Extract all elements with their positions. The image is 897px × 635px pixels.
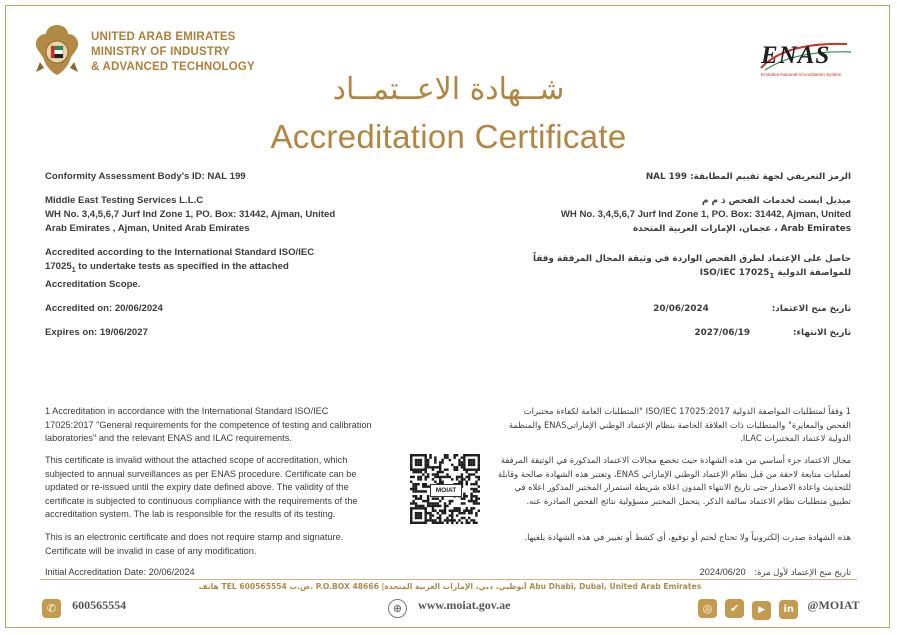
initial-accreditation-ar: تاريخ منح الإعتماد لأول مرة: 2024/06/20 bbox=[699, 567, 851, 577]
note-1-ar: 1 وفقاً لمتطلبات المواصفة الدولية ISO/IEC 17025:2017 "المتطلبات العامة لكفاءة مختبرات الفحص والمعايرة" والمتطلبات ذات العلاقة الخاصة بنظام الإعتماد الوطني الإماراتيENAS والمنظمة الدولية لاعتماد المختبرات ILAC. bbox=[508, 406, 851, 443]
cab-address-en-1: WH No. 3,4,5,6,7 Jurf Ind Zone 1, PO. Box: 31442, Ajman, United bbox=[45, 209, 336, 220]
note-1-en: 1 Accreditation in accordance with the International Standard ISO/IEC 17025:2017 "General requirements for the competence of testing and calibration laboratories" and the relevant ENAS and ILAC requirements. bbox=[45, 406, 372, 443]
cab-id-ar: الرمز التعريفي لجهة تقييم المطابقة: NAL 199 bbox=[645, 172, 851, 182]
expires-on-ar: تاريخ الانتهاء: 2027/06/19 bbox=[694, 328, 851, 338]
cab-address-ar-2: Arab Emirates ، عجمان، الإمارات العربية المتحدة bbox=[632, 224, 851, 234]
cab-address-ar-1: WH No. 3,4,5,6,7 Jurf Ind Zone 1, PO. Box: 31442, Ajman, United bbox=[560, 209, 851, 220]
footer-phone-number: 600565554 bbox=[72, 598, 127, 612]
ministry-line-1: UNITED ARAB EMIRATES bbox=[91, 31, 236, 43]
accredited-on-ar: تاريخ منح الاعتماد: 20/06/2024 bbox=[653, 304, 851, 314]
title-arabic: شــهادة الاعــتمــاد bbox=[332, 72, 565, 107]
accredited-statement-en bbox=[45, 246, 314, 292]
cab-name-ar: ميديل ايست لخدمات الفحص ذ م م bbox=[702, 196, 851, 206]
accredited-en-1: Accredited according to the International Standard ISO/IEC bbox=[45, 247, 315, 258]
cab-name-address-en bbox=[45, 194, 335, 236]
footer-address: هاتف TEL 600565554 ص.ب. P.O.BOX 48666 |أبوظبي، دبي، الإمارات العربية المتحدة Abu Dhabi, Dubai, United Arab Emirates bbox=[198, 582, 702, 591]
footer-separator bbox=[40, 579, 857, 580]
footer-website[interactable] bbox=[388, 597, 510, 618]
ministry-line-2: MINISTRY OF INDUSTRY bbox=[91, 46, 231, 58]
initial-accreditation-en: Initial Accreditation Date: 20/06/2024 bbox=[45, 567, 195, 577]
cab-name-address-ar bbox=[470, 194, 851, 236]
note-2-en: This certificate is invalid without the attached scope of accreditation, which subjected to annual surveillances as per ENAS procedure. Certificate can be updated or re-issued until the expiry date defined above. The validity of the certificate is subjected to continuous compliance with the requirements of the accreditation system. The lab is responsible for the results of its testing. bbox=[45, 455, 358, 519]
footer-social-handle[interactable]: @MOIAT bbox=[807, 598, 860, 612]
qr-center-label: MOIAT bbox=[430, 484, 462, 497]
cab-address-en-2: Arab Emirates , Ajman, United Arab Emirates bbox=[45, 223, 250, 234]
cab-name-en: Middle East Testing Services L.L.C bbox=[45, 195, 204, 206]
cab-id-en: Conformity Assessment Body’s ID: NAL 199 bbox=[45, 171, 246, 182]
globe-icon: ⊕ bbox=[388, 599, 407, 618]
accredited-en-2: $17025_1$ to undertake tests as specified in the attached bbox=[45, 261, 289, 274]
youtube-icon[interactable]: ▶ bbox=[752, 601, 771, 620]
title-english: Accreditation Certificate bbox=[270, 118, 627, 155]
phone-icon: ✆ bbox=[42, 599, 61, 618]
expires-on-en: Expires on: 19/06/2027 bbox=[45, 327, 148, 338]
qr-code[interactable] bbox=[410, 454, 480, 524]
footer-social bbox=[698, 597, 860, 620]
uae-emblem-icon bbox=[32, 22, 82, 78]
accredited-ar-1: حاصل على الإعتماد لطرق الفحص الواردة في وثيقة المجال المرفقة وفقاً bbox=[533, 254, 851, 264]
enas-logo-text: ENAS bbox=[761, 42, 831, 69]
accredited-ar-2: للمواصفة الدولية ISO/IEC $17025_1$ bbox=[699, 268, 851, 280]
accredited-on-en: Accredited on: 20/06/2024 bbox=[45, 303, 163, 314]
note-3-ar: هذه الشهادة صدرت إلكترونياً ولا تحتاج لختم أو توقيع، أي كشط أو تغيير في هذه الشهادة يلغيها. bbox=[524, 532, 851, 542]
note-3-en: This is an electronic certificate and does not require stamp and signature. Certificate will be invalid in case of any modification. bbox=[45, 532, 344, 556]
accredited-en-3: Accreditation Scope. bbox=[45, 278, 141, 290]
enas-logo-subtitle: Emirates National Accreditation System bbox=[761, 72, 842, 77]
accredited-statement-ar bbox=[470, 252, 851, 283]
footer-website-url: www.moiat.gov.ae bbox=[418, 598, 511, 612]
linkedin-icon[interactable]: in bbox=[779, 600, 798, 619]
ministry-line-3: & ADVANCED TECHNOLOGY bbox=[91, 61, 255, 73]
note-2-ar: مجال الاعتماد جزء أساسي من هذه الشهادة حيث تخضع مجالات الاعتماد المذكورة في الوثيقة المرفقة لعمليات متابعة لاحقة من قبل نظام الإعتماد الوطني الإماراتي ENAS، وتعتبر هذه الشهادة صالحة وقابلة للتحديث واعادة الاصدار حتى تاريخ الانتهاء المدون اعلاه شريطة استمرار المختبر المذكور اعلاه في تطبيق متطلبات نظام الاعتماد سالفة الذكر. يتحمل المختبر مسؤولية نتائج الفحص الصادرة عنه. bbox=[498, 455, 851, 506]
twitter-icon[interactable]: ✔ bbox=[725, 599, 744, 618]
ministry-name bbox=[91, 30, 255, 75]
footer-phone[interactable] bbox=[42, 597, 126, 618]
instagram-icon[interactable]: ◎ bbox=[698, 599, 717, 618]
